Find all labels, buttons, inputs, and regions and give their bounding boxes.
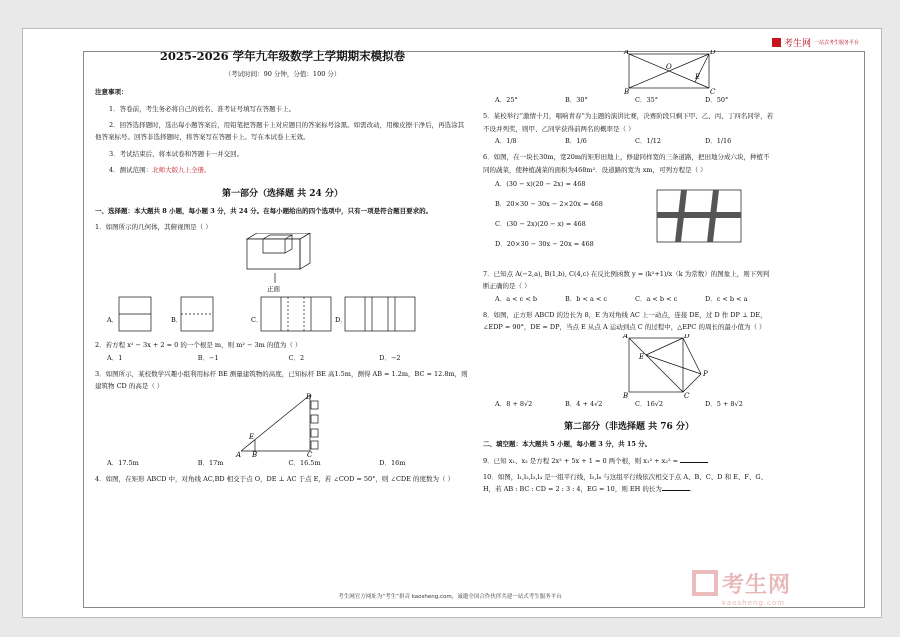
q3-label-d: D <box>306 392 312 401</box>
question-8: 8．如图，正方形 ABCD 的边长为 8，E 为对角线 AC 上一动点，连接 DE，过 D 作 DP ⊥ DE，∠EDP = 90°，DE = DP，当点 E 从点 A 运动到点 C 的过程中，△EPC 的周长的最小值为（ ） <box>483 311 767 332</box>
q3-figure <box>95 393 470 457</box>
note-3: 3．考试结束后，将本试卷和答题卡一并交回。 <box>109 149 244 158</box>
q8-label-e: E <box>639 352 645 361</box>
q4-opt-b: B．30° <box>565 96 588 104</box>
q8-label-d: D <box>684 333 690 340</box>
left-column <box>95 30 470 485</box>
q1-options-figure <box>95 295 470 335</box>
q1-solid-figure <box>95 233 470 295</box>
question-2: 2．若方程 x² − 3x + 2 = 0 的一个根是 m，则 m² − 3m 的值为（ ） <box>95 341 302 350</box>
q6-opt-b: B．20×30 − 30x − 2×20x = 468 <box>495 200 603 209</box>
brand-slogan: 一站式考生服务平台 <box>814 40 860 46</box>
watermark <box>722 568 791 607</box>
q8-label-a: A <box>623 333 629 340</box>
watermark-mark-icon <box>692 570 718 596</box>
q4-label-b: B <box>624 88 630 94</box>
q5-opt-b: B．1/6 <box>565 137 587 146</box>
q2-options <box>95 352 470 364</box>
q7-opt-d: D．c < b < a <box>705 294 748 303</box>
q6-opt-d: D．20×30 − 30x − 20x = 468 <box>495 240 594 249</box>
q2-opt-b: B．−1 <box>197 353 219 362</box>
q8-label-p: P <box>703 369 708 378</box>
q4-figure <box>483 50 775 94</box>
note-2: 2．回答选择题时，选出每小题答案后，用铅笔把答题卡上对应题目的答案标号涂黑。如需改动，用橡皮擦干净后，再选涂其他答案标号。回答非选择题时，将答案写在答题卡上。写在本试卷上无效。 <box>95 121 465 142</box>
q2-opt-d: D．−2 <box>379 353 401 362</box>
q5-options <box>483 135 775 147</box>
q4-label-e: E <box>695 73 701 81</box>
note-4-label: 4．测试范围： <box>109 166 153 175</box>
q1-opt-d: D． <box>335 316 347 325</box>
q6-field-figure <box>655 188 745 244</box>
brand-name: 考生网 <box>784 39 812 49</box>
q1-opt-c: C． <box>251 316 263 325</box>
q1-opt-b: B． <box>171 316 183 325</box>
q3-opt-c: C．16.5m <box>288 458 321 467</box>
q6-opt-c: C．(30 − 2x)(20 − x) = 468 <box>495 220 586 229</box>
q5-opt-a: A．1/8 <box>495 137 517 146</box>
question-4: 4．如图，在矩形 ABCD 中，对角线 AC,BD 相交于点 O，DE ⊥ AC 于点 E，若 ∠COD = 50°，则 ∠CDE 的度数为（ ） <box>95 475 455 483</box>
q10-text: 10．如图，l₁,l₂,l₃,l₄ 是一组平行线，l₅,l₆ 与这组平行线依次相交于点 A、B、C、D 和 E、F、G、H，若 AB : BC : CD = 2 : 3 : 4，EG = 10，则 EH 的长为 <box>483 472 768 494</box>
page-footer: 考生网官方网址为“考生”拼音 kaosheng.com，诚邀全国合作伙伴共建一站式考生服务平台 <box>338 594 562 600</box>
q4-options <box>483 94 775 106</box>
question-1: 1．如图所示的几何体，其俯视图是（ ） <box>95 222 212 231</box>
part1-instructions: 一、选择题：本大题共 8 小题，每小题 3 分，共 24 分。在每小题给出的四个选项中，只有一项是符合题目要求的。 <box>95 206 433 215</box>
q7-opt-b: B．b < a < c <box>565 294 608 303</box>
q4-label-d: D <box>710 50 716 56</box>
q8-figure <box>483 334 775 398</box>
q7-opt-a: A．a < c < b <box>495 294 538 303</box>
q9-answer-blank[interactable] <box>680 456 708 463</box>
question-9 <box>483 455 775 467</box>
part1-heading: 第一部分（选择题 共 24 分） <box>222 188 343 199</box>
part2-heading: 第二部分（非选择题 共 76 分） <box>564 422 694 433</box>
q8-opt-a: A．8 + 8√2 <box>495 399 533 408</box>
question-3: 3．如图所示，某校数学兴趣小组利用标杆 BE 测量建筑物的高度，已知标杆 BE 高1.5m，测得 AB = 1.2m，BC = 12.8m，则建筑物 CD 的高是（ ） <box>95 369 468 391</box>
question-5: 5．某校举行“激情十月，唱响青春”为主题的演讲比赛，决赛阶段只剩下甲、乙、丙、丁四名同学，若不设并列奖，则甲、乙同学获得前两名的概率是（ ） <box>483 112 774 133</box>
q3-label-a: A <box>236 450 242 457</box>
q6-block <box>483 176 775 264</box>
q3-opt-d: D．16m <box>379 458 406 467</box>
q6-opt-a: A．(30 − x)(20 − 2x) = 468 <box>495 180 586 189</box>
exam-subtitle: （考试时间：90 分钟，分值：100 分） <box>224 70 341 79</box>
watermark-url: kaosheng.com <box>722 599 785 607</box>
test-range: 北师大版九上全册。 <box>152 166 211 175</box>
brand-mark-icon <box>772 38 781 47</box>
q3-label-b: B <box>252 450 258 457</box>
notes-heading: 注意事项： <box>95 88 128 97</box>
question-10: 10．如图，l₁,l₂,l₃,l₄ 是一组平行线，l₅,l₆ 与这组平行线依次相交于点 A、B、C、D 和 E、F、G、H，若 AB : BC : CD = 2 : 3 : 4，EG = 10，则 EH 的长为 ． <box>483 472 768 494</box>
exam-title: 2025-2026 学年九年级数学上学期期末模拟卷 <box>159 49 406 63</box>
q8-opt-c: C．16√2 <box>635 399 664 408</box>
question-7: 7．已知点 A(−2,a), B(1,b), C(4,c) 在反比例函数 y = (k²+1)/x（k 为常数）的图象上，则下列判断正确的是（ ） <box>483 270 770 291</box>
q3-label-e: E <box>249 432 255 441</box>
q4-opt-c: C．35° <box>635 96 658 104</box>
q2-opt-c: C．2 <box>288 353 305 362</box>
watermark-brand: 考生网 <box>722 573 792 598</box>
q3-opt-a: A．17.5m <box>107 458 139 467</box>
q9-text: 9．已知 x₁、x₂ 是方程 2x² + 5x + 1 = 0 两个根，则 x₁² + x₂² = <box>483 456 679 465</box>
q8-label-c: C <box>684 391 690 398</box>
q3-opt-b: B．17m <box>197 458 224 467</box>
q1-front-label: 正面 <box>267 285 280 294</box>
q4-label-o: O <box>666 63 672 71</box>
question-6: 6．如图，在一块长30m，宽20m的矩形田地上，修建同样宽的三条道路，把田地分成六块，种植不同的蔬菜，使种植蔬菜的面积为468m²．设道路的宽为 xm，可列方程是（ ） <box>483 153 770 174</box>
q8-opt-b: B．4 + 4√2 <box>565 399 603 408</box>
note-1: 1．答卷前，考生务必将自己的姓名、准考证号填写在答题卡上。 <box>109 104 296 113</box>
q7-options <box>483 293 775 305</box>
q4-opt-d: D．50° <box>705 96 729 104</box>
q2-opt-a: A．1 <box>107 353 123 362</box>
q3-label-c: C <box>307 450 313 457</box>
q1-opt-a: A． <box>107 316 119 325</box>
q4-opt-a: A．25° <box>495 96 518 104</box>
q5-opt-c: C．1/12 <box>635 137 662 146</box>
q3-options <box>95 457 470 469</box>
right-column <box>483 50 775 496</box>
q8-opt-d: D．5 + 8√2 <box>705 399 743 408</box>
q4-label-c: C <box>710 88 716 94</box>
q8-label-b: B <box>623 391 629 398</box>
brand-logo <box>772 36 859 49</box>
q7-opt-c: C．a < b < c <box>635 294 678 303</box>
q8-options <box>483 398 775 410</box>
part2-instructions: 二、填空题：本大题共 5 小题，每小题 3 分，共 15 分。 <box>483 440 652 449</box>
q10-answer-blank[interactable] <box>662 484 690 491</box>
note-4 <box>109 164 470 176</box>
q5-opt-d: D．1/16 <box>705 137 732 146</box>
q4-label-a: A <box>624 50 630 56</box>
